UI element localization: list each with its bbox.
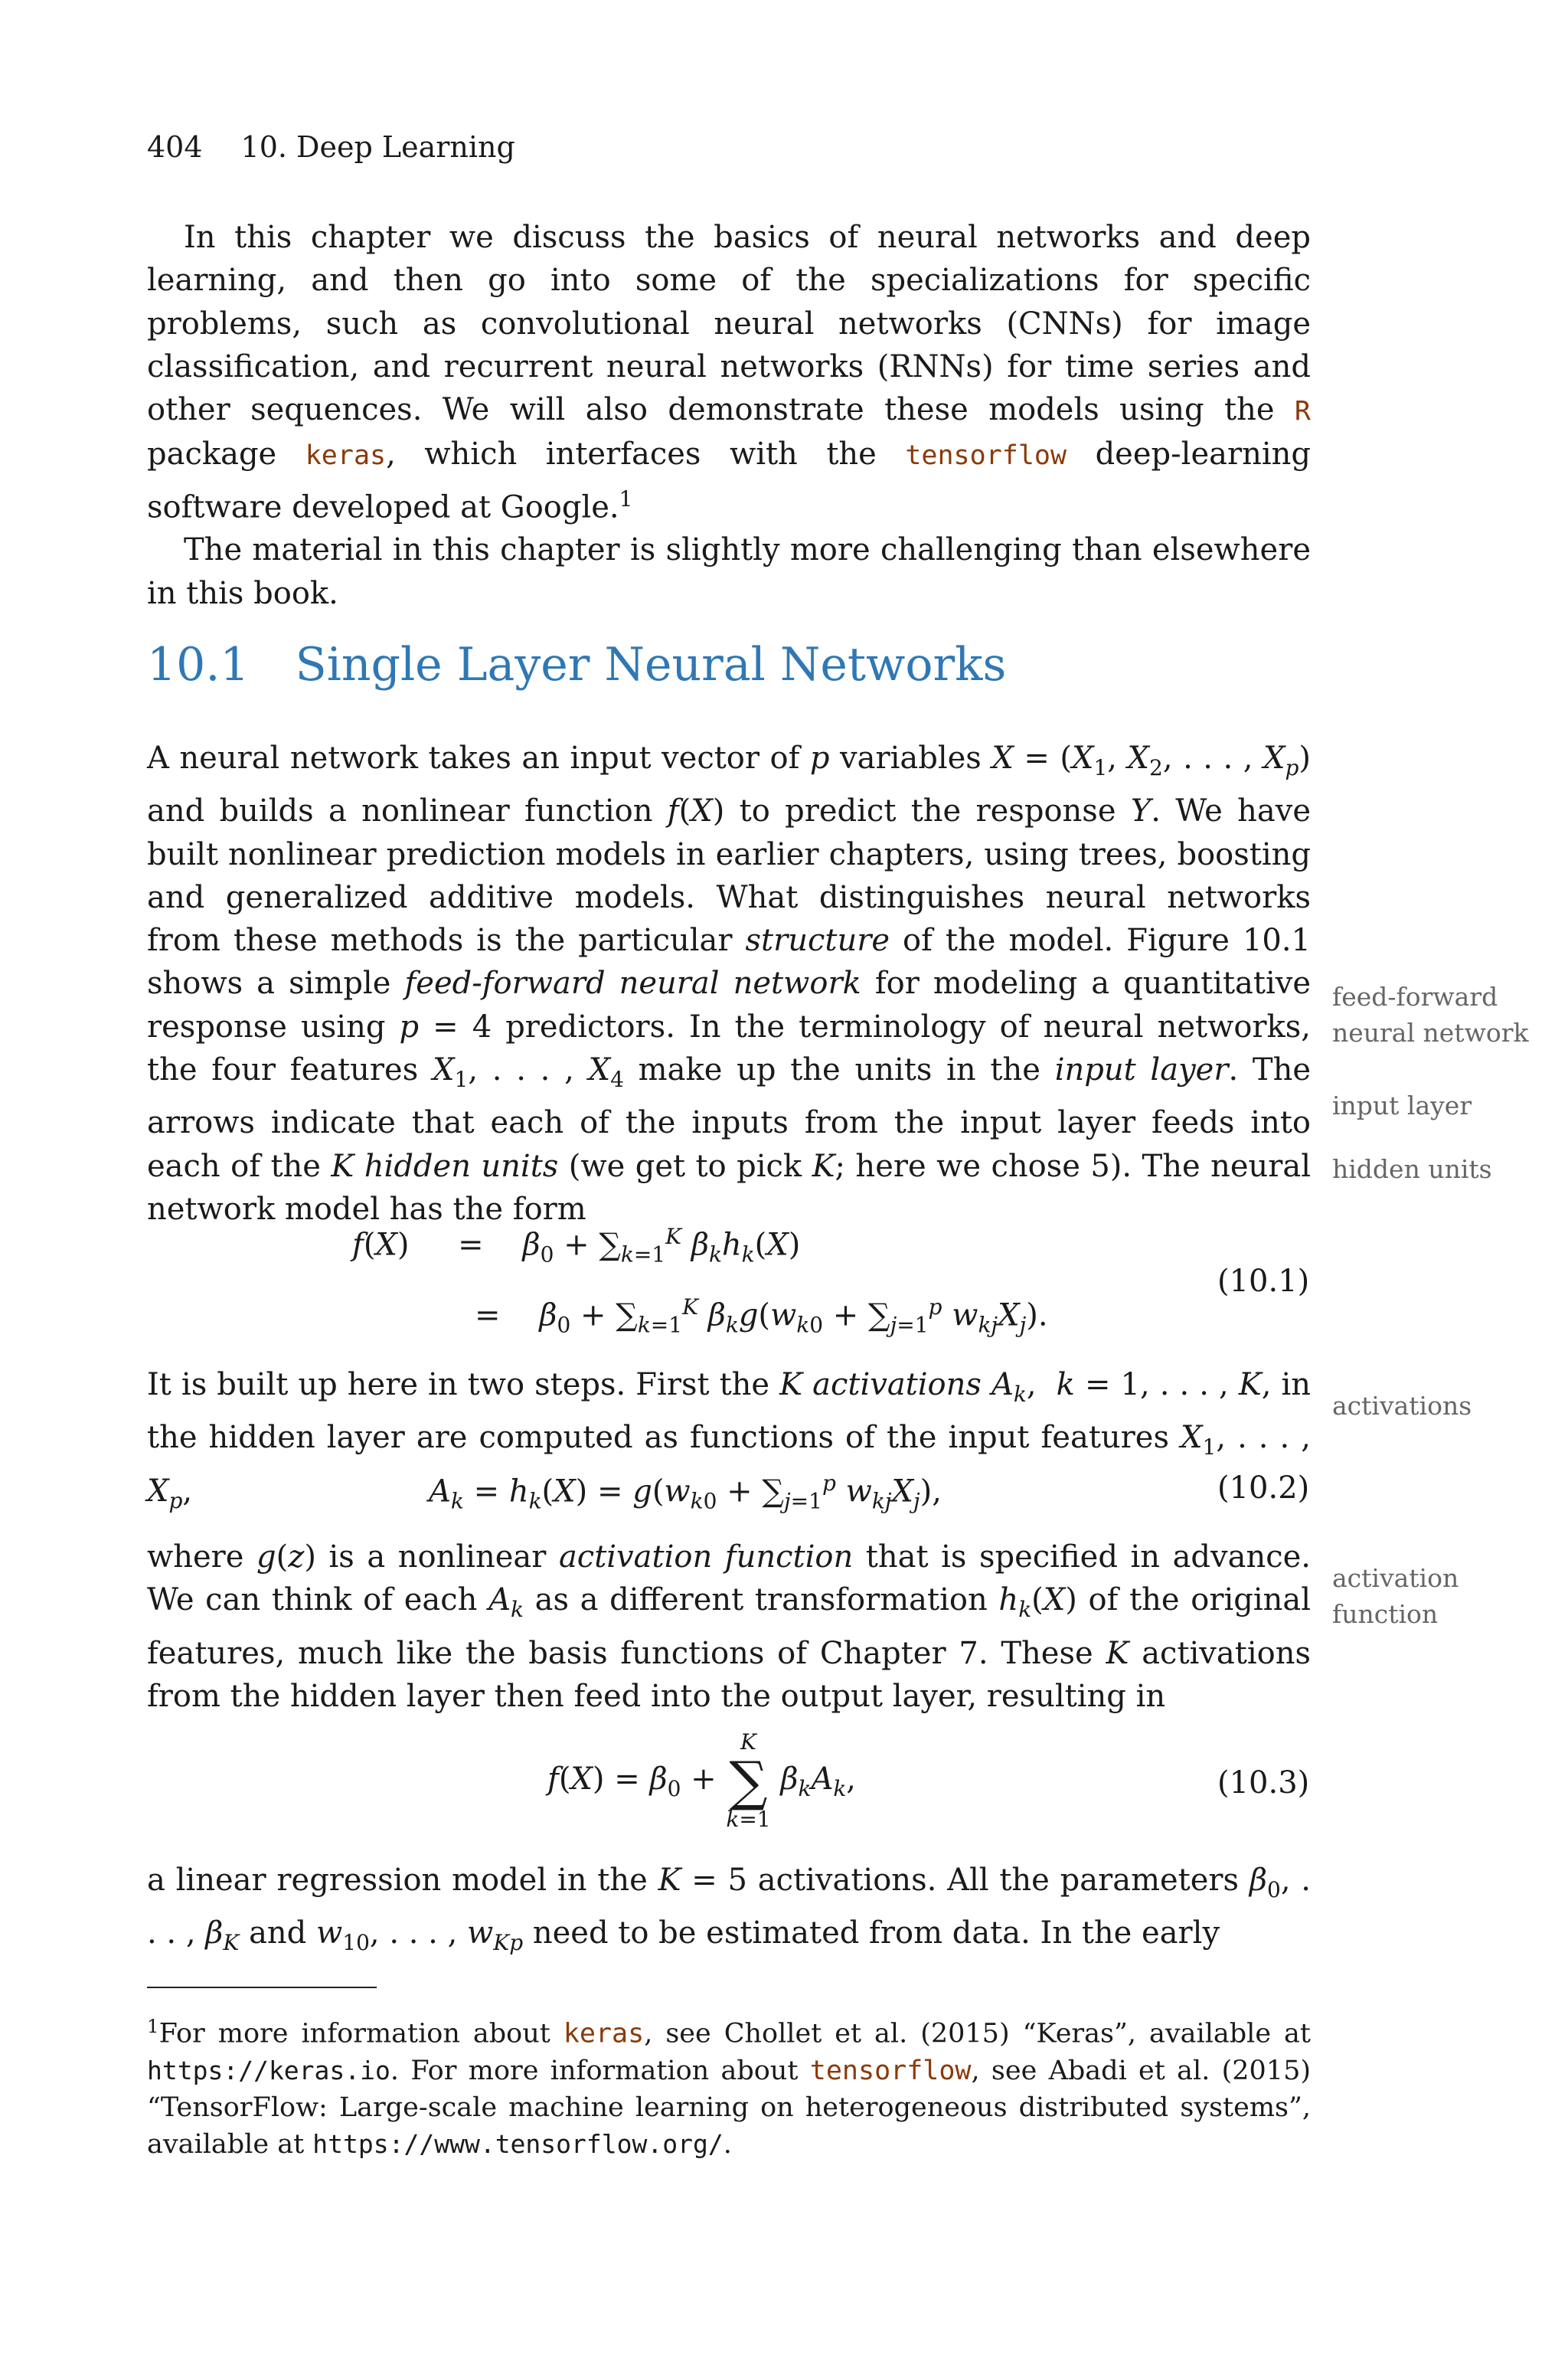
- text: predictors. In the terminology of neural networks, the four features: [147, 1009, 1312, 1088]
- equation-10-1-line1: f(X) = $\beta_0 + \sum_{k=1}^K$ $\beta_kh_k(X)$: [352, 1224, 801, 1268]
- body-paragraph: A neural network takes an input vector of p variables $X = (X_1$, $X_2$, . . . , $X_p$) and builds a nonlinear function f(X) to predict the response Y. We have built nonlinear prediction models in earlier chapters, using trees, boosting and generalized additive models. What distinguishes neural networks from these methods is the particular structure of the model. Figure 10.1 shows a simple feed-forward neural network for modeling a quantitative response using p = 4 predictors. In the terminology of neural networks, the four features $X_1$, . . . , $X_4$ make up the units in the input layer. The arrows indicate that each of the inputs from the input layer feeds into each of the K hidden units (we get to pick K; here we chose 5). The neural network model has the form: [147, 741, 1312, 1227]
- text: It is built up here in two steps. First the: [147, 1367, 770, 1402]
- equation-number-10-1: (10.1): [1217, 1264, 1310, 1299]
- chapter-title: 10. Deep Learning: [240, 130, 515, 164]
- text: In this chapter we discuss the basics of neural networks and deep learning, and then go into some of the specializations for specific problems, such as convolutional neural networks (CNNs) for image classification, and recurrent neural networks (RNNs) for time series and other sequences. We will also demonstrate these models using the: [147, 220, 1311, 428]
- text: . For more information about: [390, 2056, 799, 2087]
- text: where: [147, 1539, 244, 1575]
- equation-10-3: $f(X) = \beta_0$ + K ∑ k=1 $\beta_kA_k$,: [547, 1729, 857, 1832]
- body-paragraph-3: where g(z) is a nonlinear activation function that is specified in advance. We can think of each $A_k$ as a different transformation $h_k(X)$ of the original features, much like the basis functions of Chapter 7. These K activations from the hidden layer then feed into the output layer, resulting in: [147, 1539, 1312, 1714]
- url-tensorflow[interactable]: https://www.tensorflow.org/: [312, 2129, 724, 2160]
- text: for modeling a quantitative response using: [147, 966, 1312, 1045]
- paragraph-3: [147, 1536, 1311, 1718]
- text: , which interfaces with the: [386, 437, 877, 473]
- text: a linear regression model in the: [147, 1863, 648, 1898]
- text: variables: [840, 741, 982, 776]
- code-tensorflow: tensorflow: [809, 2056, 972, 2087]
- equation-number-10-2: (10.2): [1217, 1470, 1310, 1506]
- text: .: [723, 2129, 732, 2160]
- text: make up the units in the: [638, 1052, 1040, 1088]
- text: of the original features, much like the basis functions of Chapter 7. These: [147, 1582, 1312, 1671]
- text: , see Chollet et al. (2015) “Keras”, available at: [644, 2018, 1311, 2049]
- emphasis-activations: activations: [812, 1367, 982, 1402]
- text: (we get to pick: [568, 1148, 802, 1184]
- code-keras: keras: [305, 440, 387, 472]
- url-keras[interactable]: https://keras.io: [147, 2056, 390, 2086]
- intro-paragraph-1: [147, 216, 1311, 528]
- section-number: 10.1: [147, 638, 250, 692]
- text: ; here we chose 5). The neural network model has the form: [147, 1148, 1312, 1227]
- text: activations. All the parameters: [757, 1863, 1240, 1898]
- footnote: [147, 2008, 1311, 2164]
- margin-note-ffnn: feed-forward neural network: [1332, 982, 1529, 1048]
- equation-number-10-3: (10.3): [1217, 1765, 1310, 1801]
- text: package: [147, 437, 277, 473]
- emphasis-activation-function: activation function: [558, 1539, 854, 1575]
- text: and builds a nonlinear function: [147, 793, 653, 829]
- section-body: [147, 737, 1311, 1231]
- text: deep-learning software developed at Google.: [147, 437, 1312, 525]
- code-r: R: [1294, 396, 1311, 427]
- footnote-rule: [147, 1987, 377, 1988]
- margin-note-hidden-units: hidden units: [1332, 1154, 1492, 1184]
- section-heading: [147, 638, 1006, 692]
- running-header: [147, 130, 515, 164]
- footnote-number: 1: [147, 2015, 159, 2037]
- emphasis-ffnn: feed-forward neural network: [404, 966, 861, 1002]
- margin-note-input-layer: input layer: [1332, 1091, 1472, 1120]
- text: , in the hidden layer are computed as functions of the input features: [147, 1367, 1312, 1456]
- text: of the model. Figure 10.1 shows a simple: [147, 923, 1312, 1002]
- margin-note-activations: activations: [1332, 1391, 1472, 1421]
- text: . The arrows indicate that each of the inputs from the input layer feeds into each of the: [147, 1052, 1312, 1184]
- text: A neural network takes an input vector of: [147, 741, 800, 776]
- body-paragraph-2: It is built up here in two steps. First the K activations $A_k$, k = 1, . . . , K, in the hidden layer are computed as functions of the input features $X_1$, . . . , $X_p$,: [147, 1367, 1312, 1513]
- section-title: Single Layer Neural Networks: [295, 638, 1007, 692]
- footnote-marker[interactable]: 1: [619, 486, 633, 512]
- text: For more information about: [158, 2018, 550, 2049]
- text: and: [249, 1915, 307, 1951]
- text: , see Abadi et al. (2015) “TensorFlow: Large-scale machine learning on heterogeneous distributed systems”, available at: [147, 2056, 1311, 2160]
- page-number: 404: [147, 130, 203, 164]
- text: . We have built nonlinear prediction models in earlier chapters, using trees, boosting and generalized additive models. What distinguishes neural networks from these methods is the particular: [147, 793, 1312, 959]
- equation-10-1-line2: = $\beta_0 + \sum_{k=1}^K$ $\beta_kg(w_{k0} + \sum_{j=1}^p$ $w_{kj}X_j$).: [475, 1294, 1048, 1338]
- text: that is specified in advance. We can think of each: [147, 1539, 1312, 1618]
- emphasis-hidden-units: hidden units: [364, 1148, 559, 1184]
- text: activations from the hidden layer then feed into the output layer, resulting in: [147, 1635, 1311, 1714]
- text: to predict the response: [739, 793, 1116, 829]
- emphasis-input-layer: input layer: [1054, 1052, 1229, 1088]
- body-paragraph-4: a linear regression model in the K = 5 activations. All the parameters $\beta_0$, . . . , $\beta_K$ and $w_{10}$, . . . , $w_{Kp}$ need to be estimated from data. In the early: [147, 1863, 1312, 1956]
- intro-text: [147, 216, 1311, 615]
- text: need to be estimated from data. In the early: [532, 1915, 1220, 1951]
- text: as a different transformation: [534, 1582, 988, 1618]
- emphasis-structure: structure: [745, 923, 890, 959]
- code-keras: keras: [563, 2018, 645, 2049]
- paragraph-4: [147, 1859, 1311, 1965]
- intro-paragraph-2: The material in this chapter is slightly more challenging than elsewhere in this book.: [147, 532, 1311, 611]
- margin-note-activation-function: activation function: [1332, 1563, 1459, 1629]
- text: is a nonlinear: [328, 1539, 547, 1575]
- code-tensorflow: tensorflow: [905, 440, 1067, 472]
- equation-10-2: $A_k = h_k(X) = g(w_{k0} + \sum_{j=1}^p$ $w_{kj}X_j$),: [429, 1470, 942, 1514]
